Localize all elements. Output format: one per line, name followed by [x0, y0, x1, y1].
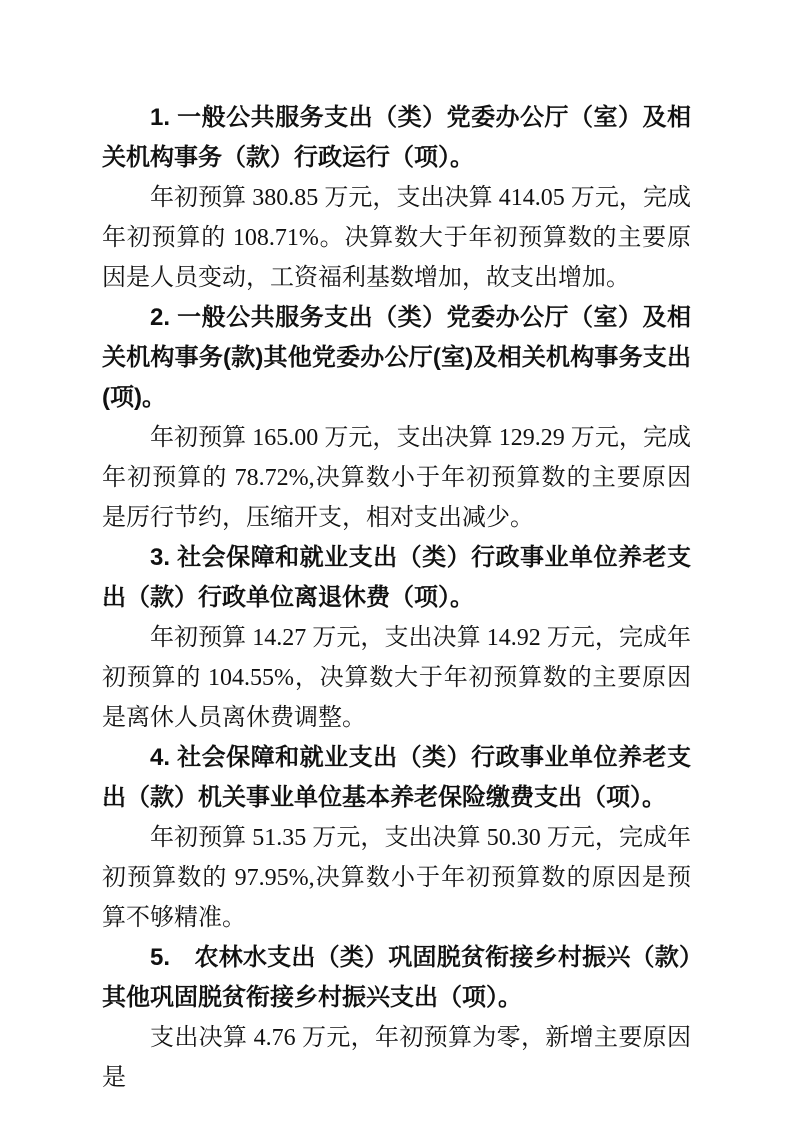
- document-content: [102, 98, 691, 1098]
- section-2-heading: 2. 一般公共服务支出（类）党委办公厅（室）及相关机构事务(款)其他党委办公厅(室)及相关机构事务支出(项)。: [102, 304, 691, 411]
- budget-section-5: [102, 938, 691, 1098]
- section-3-heading: 3. 社会保障和就业支出（类）行政事业单位养老支出（款）行政单位离退休费（项）。: [102, 544, 691, 611]
- section-3-body: 年初预算 14.27 万元，支出决算 14.92 万元，完成年初预算的 104.55%，决算数大于年初预算数的主要原因是离休人员离休费调整。: [102, 625, 691, 731]
- budget-section-1: [102, 98, 691, 298]
- section-1-body: 年初预算 380.85 万元，支出决算 414.05 万元，完成年初预算的 108.71%。决算数大于年初预算数的主要原因是人员变动，工资福利基数增加，故支出增加。: [102, 185, 691, 291]
- section-2-body: 年初预算 165.00 万元，支出决算 129.29 万元，完成年初预算的 78.72%,决算数小于年初预算数的主要原因是厉行节约，压缩开支，相对支出减少。: [102, 425, 691, 531]
- section-5-heading: 5. 农林水支出（类）巩固脱贫衔接乡村振兴（款）其他巩固脱贫衔接乡村振兴支出（项）。: [102, 944, 691, 1011]
- section-4-heading: 4. 社会保障和就业支出（类）行政事业单位养老支出（款）机关事业单位基本养老保险缴费支出（项）。: [102, 744, 691, 811]
- budget-section-3: [102, 538, 691, 738]
- budget-section-2: [102, 298, 691, 538]
- section-4-body: 年初预算 51.35 万元，支出决算 50.30 万元，完成年初预算数的 97.95%,决算数小于年初预算数的原因是预算不够精准。: [102, 825, 691, 931]
- budget-section-4: [102, 738, 691, 938]
- section-5-body: 支出决算 4.76 万元，年初预算为零，新增主要原因是: [102, 1025, 691, 1091]
- section-1-heading: 1. 一般公共服务支出（类）党委办公厅（室）及相关机构事务（款）行政运行（项）。: [102, 104, 691, 171]
